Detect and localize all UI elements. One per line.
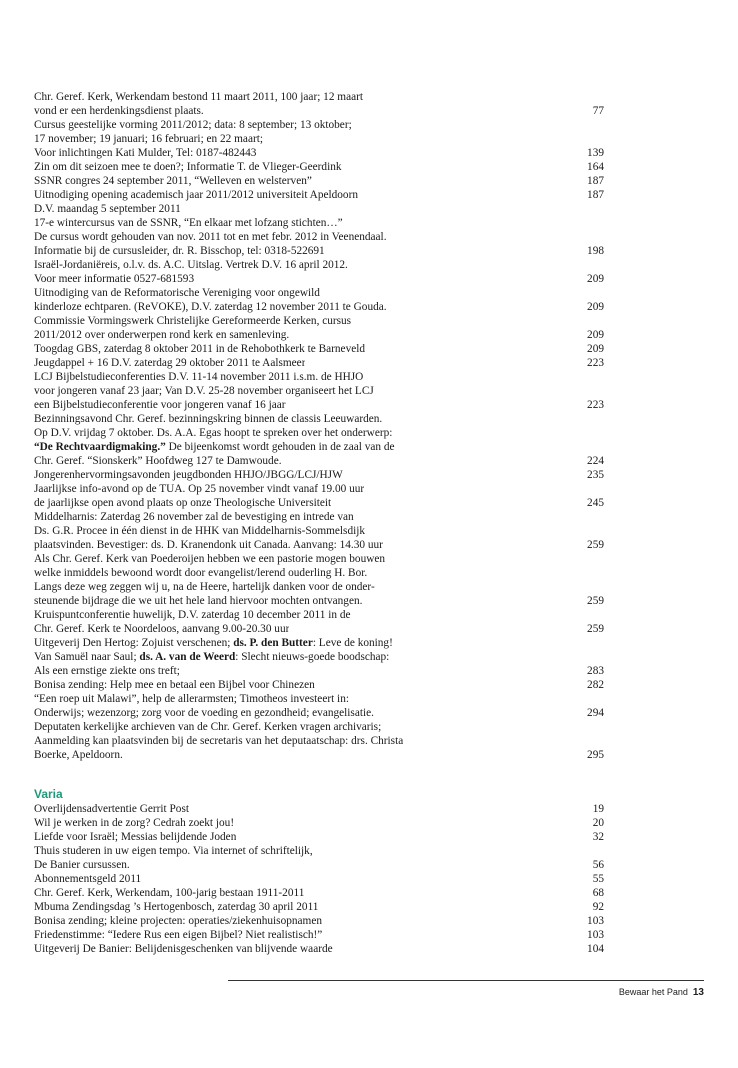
page-reference: 209 — [587, 343, 604, 355]
entry-line — [34, 678, 604, 692]
page-reference: 32 — [592, 831, 604, 843]
entry-line — [34, 258, 604, 272]
index-entry — [34, 510, 604, 552]
entry-line — [34, 496, 604, 510]
entry-text — [34, 816, 234, 830]
entry-text-part: Deputaten kerkelijke archieven van de Chr. Geref. Kerken vragen archivaris; — [34, 721, 382, 733]
page-reference — [564, 692, 604, 706]
page-reference: 198 — [587, 245, 604, 257]
entry-text — [34, 384, 374, 398]
entry-line — [34, 720, 604, 734]
entry-line — [34, 734, 604, 748]
page-reference: 92 — [592, 901, 604, 913]
entry-text — [34, 886, 304, 900]
index-entry — [34, 188, 604, 216]
entry-text-part: : Leve de koning! — [312, 637, 393, 649]
entry-text — [34, 482, 364, 496]
page-reference: 295 — [587, 749, 604, 761]
entry-bold-part: “De Rechtvaardigmaking.” — [34, 441, 166, 453]
page-footer — [619, 987, 704, 998]
entry-line — [34, 510, 604, 524]
entry-line — [34, 622, 604, 636]
entry-line — [34, 356, 604, 370]
entry-text — [34, 132, 263, 146]
page-reference: 209 — [587, 273, 604, 285]
page-reference — [564, 440, 604, 454]
entry-text — [34, 244, 325, 258]
entry-text-part: Thuis studeren in uw eigen tempo. Via internet of schriftelijk, — [34, 845, 313, 857]
entry-text-part: Voor meer informatie 0527-681593 — [34, 273, 195, 285]
index-entry — [34, 160, 604, 174]
entry-line — [34, 830, 604, 844]
entry-line — [34, 538, 604, 552]
entry-text-part: steunende bijdrage die we uit het hele land hiervoor mochten ontvangen. — [34, 595, 363, 607]
entry-line — [34, 244, 604, 258]
entry-text — [34, 440, 395, 454]
entry-line — [34, 900, 604, 914]
entry-line — [34, 816, 604, 830]
index-entry — [34, 370, 604, 412]
entry-text — [34, 678, 315, 692]
page-reference: 77 — [592, 105, 604, 117]
page-reference — [564, 216, 604, 230]
index-entry — [34, 118, 604, 160]
page-reference — [564, 844, 604, 858]
entry-text-part: SSNR congres 24 september 2011, “Welleven en welsterven” — [34, 175, 312, 187]
entry-text — [34, 160, 342, 174]
entry-line — [34, 370, 604, 384]
index-entry — [34, 830, 604, 844]
entry-text — [34, 664, 180, 678]
entry-text-part: Informatie bij de cursusleider, dr. R. Bisschop, tel: 0318-522691 — [34, 245, 325, 257]
entry-text — [34, 314, 351, 328]
index-entry — [34, 342, 604, 356]
entry-text-part: Als een ernstige ziekte ons treft; — [34, 665, 180, 677]
entry-line — [34, 104, 604, 118]
page-reference: 245 — [587, 497, 604, 509]
page-reference — [564, 202, 604, 216]
entry-text — [34, 412, 382, 426]
page-reference: 164 — [587, 161, 604, 173]
entry-line — [34, 928, 604, 942]
entry-line — [34, 412, 604, 426]
page-reference: 139 — [587, 147, 604, 159]
index-entry — [34, 872, 604, 886]
entry-text — [34, 928, 322, 942]
index-entry — [34, 802, 604, 816]
entry-text-part: Aanmelding kan plaatsvinden bij de secretaris van het deputaatschap: drs. Christa — [34, 735, 404, 747]
page-reference — [564, 482, 604, 496]
entry-line — [34, 552, 604, 566]
entry-text — [34, 230, 387, 244]
page-reference: 223 — [587, 399, 604, 411]
page-reference — [564, 734, 604, 748]
entry-text — [34, 258, 348, 272]
page-reference: 187 — [587, 189, 604, 201]
entry-text-part: D.V. maandag 5 september 2011 — [34, 203, 181, 215]
page-reference — [564, 412, 604, 426]
entry-text — [34, 118, 352, 132]
entry-text-part: De Banier cursussen. — [34, 859, 130, 871]
entry-text-part: LCJ Bijbelstudieconferenties D.V. 11-14 november 2011 i.s.m. de HHJO — [34, 371, 364, 383]
entry-line — [34, 524, 604, 538]
entry-line — [34, 468, 604, 482]
page-reference — [564, 580, 604, 594]
page-reference — [564, 132, 604, 146]
entry-text-part: Boerke, Apeldoorn. — [34, 749, 123, 761]
entry-text-part: plaatsvinden. Bevestiger: ds. D. Kranendonk uit Canada. Aanvang: 14.30 uur — [34, 539, 383, 551]
page-reference — [564, 720, 604, 734]
entry-text — [34, 636, 393, 650]
entry-line — [34, 872, 604, 886]
entry-text — [34, 594, 362, 608]
entry-text-part: Commissie Vormingswerk Christelijke Gereformeerde Kerken, cursus — [34, 315, 352, 327]
entry-line — [34, 482, 604, 496]
index-entry — [34, 286, 604, 314]
page-reference: 55 — [592, 873, 604, 885]
page-reference: 56 — [592, 859, 604, 871]
entry-line — [34, 188, 604, 202]
page-reference — [564, 258, 604, 272]
entry-line — [34, 580, 604, 594]
page-reference — [564, 286, 604, 300]
entry-text-part: Chr. Geref. Kerk, Werkendam bestond 11 maart 2011, 100 jaar; 12 maart — [34, 91, 364, 103]
index-entry — [34, 356, 604, 370]
entry-bold-part: ds. A. van de Weerd — [139, 651, 236, 663]
entry-text — [34, 510, 354, 524]
entry-line — [34, 118, 604, 132]
entry-text — [34, 552, 385, 566]
entry-text-part: Langs deze weg zeggen wij u, na de Heere, hartelijk danken voor de onder- — [34, 581, 375, 593]
page-reference — [564, 566, 604, 580]
page-reference — [564, 510, 604, 524]
entry-text-part: voor jongeren vanaf 23 jaar; Van D.V. 25-28 november organiseert het LCJ — [34, 385, 374, 397]
index-entry — [34, 314, 604, 342]
entry-text-part: Chr. Geref. Kerk, Werkendam, 100-jarig bestaan 1911-2011 — [34, 887, 305, 899]
entry-text-part: Toogdag GBS, zaterdag 8 oktober 2011 in de Rehobothkerk te Barneveld — [34, 343, 366, 355]
entry-text — [34, 356, 305, 370]
entry-text — [34, 748, 123, 762]
page-reference — [564, 552, 604, 566]
entry-text-part: : Slecht nieuws-goede boodschap: — [235, 651, 390, 663]
entry-line — [34, 802, 604, 816]
entry-text-part: Middelharnis: Zaterdag 26 november zal de bevestiging en intrede van — [34, 511, 354, 523]
entry-text-part: Van Samuël naar Saul; — [34, 651, 140, 663]
entry-text — [34, 300, 387, 314]
entry-line — [34, 594, 604, 608]
entry-text — [34, 566, 367, 580]
entry-text-part: Voor inlichtingen Kati Mulder, Tel: 0187-482443 — [34, 147, 257, 159]
entry-text — [34, 622, 289, 636]
index-entry — [34, 914, 604, 928]
entry-text-part: “Een roep uit Malawi”, help de allerarmsten; Timotheos investeert in: — [34, 693, 349, 705]
entry-text-part: Jongerenhervormingsavonden jeugdbonden HHJO/JBGG/LCJ/HJW — [34, 469, 343, 481]
entry-text — [34, 496, 331, 510]
entry-line — [34, 440, 604, 454]
page-reference — [564, 426, 604, 440]
entry-line — [34, 398, 604, 412]
page-reference: 259 — [587, 595, 604, 607]
entry-line — [34, 132, 604, 146]
entry-text-part: kinderloze echtparen. (ReVOKE), D.V. zaterdag 12 november 2011 te Gouda. — [34, 301, 387, 313]
page-reference — [564, 230, 604, 244]
page-reference: 209 — [587, 329, 604, 341]
entry-text — [34, 104, 204, 118]
index-entry — [34, 636, 604, 678]
entry-text-part: 17-e wintercursus van de SSNR, “En elkaar met lofzang stichten…” — [34, 217, 343, 229]
index-entry — [34, 942, 604, 956]
entry-line — [34, 650, 604, 664]
entry-text — [34, 426, 392, 440]
page-reference: 223 — [587, 357, 604, 369]
entry-text-part: Uitnodiging van de Reformatorische Vereniging voor ongewild — [34, 287, 320, 299]
entry-line — [34, 314, 604, 328]
entry-text — [34, 734, 403, 748]
index-entry — [34, 468, 604, 482]
entry-line — [34, 858, 604, 872]
entry-text-part: Bezinningsavond Chr. Geref. bezinningskring binnen de classis Leeuwarden. — [34, 413, 383, 425]
page-reference — [564, 370, 604, 384]
entry-text-part: Jeugdappel + 16 D.V. zaterdag 29 oktober 2011 te Aalsmeer — [34, 357, 306, 369]
entry-text-part: Israël-Jordaniëreis, o.l.v. ds. A.C. Uitslag. Vertrek D.V. 16 april 2012. — [34, 259, 348, 271]
page-reference: 103 — [587, 929, 604, 941]
entry-text — [34, 692, 349, 706]
entry-text-part: De bijeenkomst wordt gehouden in de zaal van de — [165, 441, 395, 453]
entry-text-part: Als Chr. Geref. Kerk van Poederoijen hebben we een pastorie mogen bouwen — [34, 553, 386, 565]
page-reference: 282 — [587, 679, 604, 691]
index-entry — [34, 678, 604, 692]
entry-text — [34, 454, 282, 468]
entry-line — [34, 454, 604, 468]
entry-text — [34, 858, 130, 872]
entry-text-part: Uitgeverij De Banier: Belijdenisgeschenken van blijvende waarde — [34, 943, 333, 955]
entry-text — [34, 608, 351, 622]
announcements-list — [34, 90, 604, 762]
entry-bold-part: ds. P. den Butter — [233, 637, 313, 649]
page-reference — [564, 608, 604, 622]
entry-line — [34, 692, 604, 706]
entry-line — [34, 160, 604, 174]
page-reference: 103 — [587, 915, 604, 927]
page-reference — [564, 384, 604, 398]
index-entry — [34, 886, 604, 900]
page-reference — [564, 118, 604, 132]
entry-line — [34, 384, 604, 398]
entry-line — [34, 146, 604, 160]
entry-text — [34, 174, 312, 188]
entry-line — [34, 844, 604, 858]
entry-text-part: Chr. Geref. “Sionskerk” Hoofdweg 127 te Damwoude. — [34, 455, 282, 467]
entry-text — [34, 468, 343, 482]
page-reference: 235 — [587, 469, 604, 481]
entry-text-part: Zin om dit seizoen mee te doen?; Informatie T. de Vlieger-Geerdink — [34, 161, 342, 173]
index-entry — [34, 552, 604, 608]
entry-text — [34, 272, 194, 286]
entry-line — [34, 706, 604, 720]
index-entry — [34, 90, 604, 118]
index-entry — [34, 608, 604, 636]
index-content — [34, 90, 604, 956]
entry-line — [34, 216, 604, 230]
entry-text — [34, 900, 318, 914]
index-entry — [34, 412, 604, 468]
entry-text-part: Mbuma Zendingsdag ’s Hertogenbosch, zaterdag 30 april 2011 — [34, 901, 319, 913]
entry-text-part: een Bijbelstudieconferentie voor jongeren vanaf 16 jaar — [34, 399, 286, 411]
entry-line — [34, 342, 604, 356]
entry-text — [34, 942, 333, 956]
entry-text-part: Ds. G.R. Procee in één dienst in de HHK van Middelharnis-Sommelsdijk — [34, 525, 366, 537]
entry-line — [34, 636, 604, 650]
entry-line — [34, 426, 604, 440]
entry-text-part: Bonisa zending; kleine projecten: operaties/ziekenhuisopnamen — [34, 915, 322, 927]
entry-text — [34, 830, 236, 844]
page-reference: 259 — [587, 539, 604, 551]
entry-line — [34, 914, 604, 928]
entry-text-part: Liefde voor Israël; Messias belijdende Joden — [34, 831, 237, 843]
entry-text — [34, 216, 343, 230]
index-entry — [34, 216, 604, 258]
entry-text — [34, 844, 313, 858]
entry-text — [34, 538, 383, 552]
entry-text — [34, 328, 289, 342]
entry-line — [34, 174, 604, 188]
page-reference: 104 — [587, 943, 604, 955]
index-entry — [34, 844, 604, 872]
index-entry — [34, 900, 604, 914]
entry-text-part: Jaarlijkse info-avond op de TUA. Op 25 november vindt vanaf 19.00 uur — [34, 483, 365, 495]
publication-title: Bewaar het Pand — [618, 987, 688, 997]
entry-line — [34, 286, 604, 300]
page-reference: 224 — [587, 455, 604, 467]
entry-line — [34, 230, 604, 244]
entry-text — [34, 580, 375, 594]
entry-text-part: Overlijdensadvertentie Gerrit Post — [34, 803, 189, 815]
entry-text — [34, 802, 189, 816]
page-reference: 187 — [587, 175, 604, 187]
page-reference: 209 — [587, 301, 604, 313]
entry-text — [34, 188, 358, 202]
index-entry — [34, 692, 604, 720]
index-entry — [34, 258, 604, 286]
page-reference — [564, 650, 604, 664]
entry-line — [34, 608, 604, 622]
entry-text — [34, 398, 286, 412]
entry-text-part: Op D.V. vrijdag 7 oktober. Ds. A.A. Egas hoopt te spreken over het onderwerp: — [34, 427, 393, 439]
entry-text-part: 2011/2012 over onderwerpen rond kerk en samenleving. — [34, 329, 290, 341]
index-entry — [34, 720, 604, 762]
page-reference: 68 — [592, 887, 604, 899]
entry-line — [34, 202, 604, 216]
entry-line — [34, 886, 604, 900]
entry-text — [34, 370, 363, 384]
varia-section-title: Varia — [34, 787, 63, 801]
entry-text — [34, 706, 374, 720]
page-reference — [564, 636, 604, 650]
entry-text — [34, 146, 256, 160]
entry-text — [34, 650, 389, 664]
entry-line — [34, 664, 604, 678]
entry-text — [34, 720, 381, 734]
page-number: 13 — [692, 987, 704, 998]
entry-text-part: Friedenstimme: “Iedere Rus een eigen Bijbel? Niet realistisch!” — [34, 929, 323, 941]
index-entry — [34, 482, 604, 510]
entry-text-part: Cursus geestelijke vorming 2011/2012; data: 8 september; 13 oktober; — [34, 119, 352, 131]
index-entry — [34, 174, 604, 188]
index-entry — [34, 928, 604, 942]
page-reference — [564, 524, 604, 538]
page-reference — [564, 90, 604, 104]
entry-line — [34, 942, 604, 956]
entry-text — [34, 202, 181, 216]
page-reference: 259 — [587, 623, 604, 635]
entry-text-part: De cursus wordt gehouden van nov. 2011 tot en met febr. 2012 in Veenendaal. — [34, 231, 387, 243]
entry-text — [34, 286, 320, 300]
entry-line — [34, 272, 604, 286]
page-reference: 20 — [592, 817, 604, 829]
entry-line — [34, 90, 604, 104]
entry-text-part: welke inmiddels bewoond wordt door evangelist/lerend ouderling H. Bor. — [34, 567, 368, 579]
page-reference: 283 — [587, 665, 604, 677]
entry-line — [34, 300, 604, 314]
entry-text-part: Bonisa zending: Help mee en betaal een Bijbel voor Chinezen — [34, 679, 315, 691]
entry-text-part: Chr. Geref. Kerk te Noordeloos, aanvang 9.00-20.30 uur — [34, 623, 290, 635]
entry-text — [34, 342, 365, 356]
entry-text-part: Uitgeverij Den Hertog: Zojuist verschenen; — [34, 637, 234, 649]
entry-text-part: Wil je werken in de zorg? Cedrah zoekt jou! — [34, 817, 235, 829]
entry-text-part: Kruispuntconferentie huwelijk, D.V. zaterdag 10 december 2011 in de — [34, 609, 351, 621]
page-reference — [564, 314, 604, 328]
footer-rule — [228, 980, 704, 981]
entry-text-part: Uitnodiging opening academisch jaar 2011/2012 universiteit Apeldoorn — [34, 189, 358, 201]
entry-text-part: vond er een herdenkingsdienst plaats. — [34, 105, 204, 117]
page-reference: 294 — [587, 707, 604, 719]
entry-text-part: Abonnementsgeld 2011 — [34, 873, 142, 885]
entry-line — [34, 748, 604, 762]
entry-text — [34, 90, 363, 104]
entry-text-part: Onderwijs; wezenzorg; zorg voor de voeding en gezondheid; evangelisatie. — [34, 707, 374, 719]
entry-line — [34, 328, 604, 342]
varia-list — [34, 802, 604, 956]
index-entry — [34, 816, 604, 830]
entry-text — [34, 872, 141, 886]
entry-text-part: 17 november; 19 januari; 16 februari; en 22 maart; — [34, 133, 263, 145]
entry-line — [34, 566, 604, 580]
entry-text — [34, 914, 322, 928]
entry-text — [34, 524, 365, 538]
entry-text-part: de jaarlijkse open avond plaats op onze Theologische Universiteit — [34, 497, 332, 509]
page-reference: 19 — [592, 803, 604, 815]
